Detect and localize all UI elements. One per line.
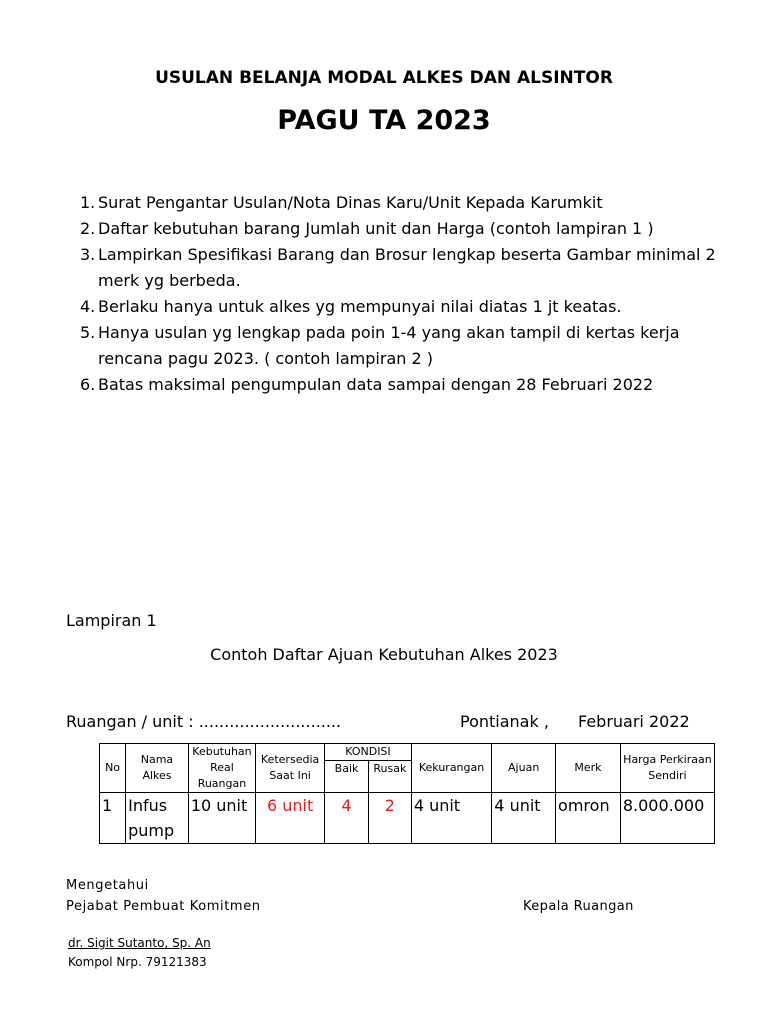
header-harga: Harga Perkiraan Sendiri bbox=[620, 744, 714, 793]
requirement-text: Batas maksimal pengumpulan data sampai dengan 28 Februari 2022 bbox=[98, 375, 654, 394]
cell-ketersedia: 6 unit bbox=[256, 793, 325, 844]
header-kebutuhan: Kebutuhan Real Ruangan bbox=[188, 744, 255, 793]
cell-rusak: 2 bbox=[368, 793, 411, 844]
cell-merk: omron bbox=[556, 793, 621, 844]
requirements-list bbox=[80, 190, 720, 398]
header-no: No bbox=[100, 744, 126, 793]
requirement-item bbox=[80, 190, 720, 216]
table-row bbox=[100, 793, 715, 844]
header-ajuan: Ajuan bbox=[492, 744, 556, 793]
requirement-number: 3. bbox=[80, 245, 96, 264]
requirement-item bbox=[80, 294, 720, 320]
requirement-text: Hanya usulan yg lengkap pada poin 1-4 yang akan tampil di kertas kerja rencana pagu 2023. ( contoh lampiran 2 ) bbox=[98, 323, 680, 368]
header-ketersedia: Ketersedia Saat Ini bbox=[256, 744, 325, 793]
requirement-item bbox=[80, 320, 720, 372]
requirement-text: Surat Pengantar Usulan/Nota Dinas Karu/Unit Kepada Karumkit bbox=[98, 193, 603, 212]
cell-no: 1 bbox=[100, 793, 126, 844]
equipment-table bbox=[99, 743, 715, 844]
signatory-name: dr. Sigit Sutanto, Sp. An bbox=[68, 936, 211, 950]
date-label: Februari 2022 bbox=[578, 712, 690, 731]
requirement-number: 5. bbox=[80, 323, 96, 342]
header-rusak: Rusak bbox=[368, 761, 411, 793]
official-title: Pejabat Pembuat Komitmen bbox=[66, 899, 261, 914]
cell-baik: 4 bbox=[325, 793, 369, 844]
header-kondisi: KONDISI bbox=[325, 744, 412, 761]
requirement-item bbox=[80, 216, 720, 242]
cell-harga: 8.000.000 bbox=[620, 793, 714, 844]
head-of-room-title: Kepala Ruangan bbox=[523, 899, 634, 914]
cell-kebutuhan: 10 unit bbox=[188, 793, 255, 844]
cell-nama-alkes: Infus pump bbox=[126, 793, 189, 844]
requirement-text: Berlaku hanya untuk alkes yg mempunyai nilai diatas 1 jt keatas. bbox=[98, 297, 622, 316]
requirement-item bbox=[80, 242, 720, 294]
place-label: Pontianak , bbox=[460, 712, 549, 731]
requirement-number: 2. bbox=[80, 219, 96, 238]
header-nama-alkes: Nama Alkes bbox=[126, 744, 189, 793]
room-unit-field: Ruangan / unit : ............................ bbox=[66, 712, 342, 731]
attachment-label: Lampiran 1 bbox=[66, 611, 157, 630]
header-merk: Merk bbox=[556, 744, 621, 793]
cell-kekurangan: 4 unit bbox=[411, 793, 491, 844]
attachment-title: Contoh Daftar Ajuan Kebutuhan Alkes 2023 bbox=[210, 645, 558, 664]
requirement-text: Lampirkan Spesifikasi Barang dan Brosur lengkap beserta Gambar minimal 2 merk yg berbeda. bbox=[98, 245, 716, 290]
document-subtitle: PAGU TA 2023 bbox=[277, 105, 491, 136]
requirement-text: Daftar kebutuhan barang Jumlah unit dan Harga (contoh lampiran 1 ) bbox=[98, 219, 654, 238]
header-kekurangan: Kekurangan bbox=[411, 744, 491, 793]
requirement-number: 4. bbox=[80, 297, 96, 316]
acknowledged-label: Mengetahui bbox=[66, 878, 149, 893]
signatory-rank: Kompol Nrp. 79121383 bbox=[68, 955, 207, 969]
document-title: USULAN BELANJA MODAL ALKES DAN ALSINTOR bbox=[155, 68, 613, 88]
requirement-item bbox=[80, 372, 720, 398]
header-baik: Baik bbox=[325, 761, 369, 793]
cell-ajuan: 4 unit bbox=[492, 793, 556, 844]
requirement-number: 1. bbox=[80, 193, 96, 212]
requirement-number: 6. bbox=[80, 375, 96, 394]
